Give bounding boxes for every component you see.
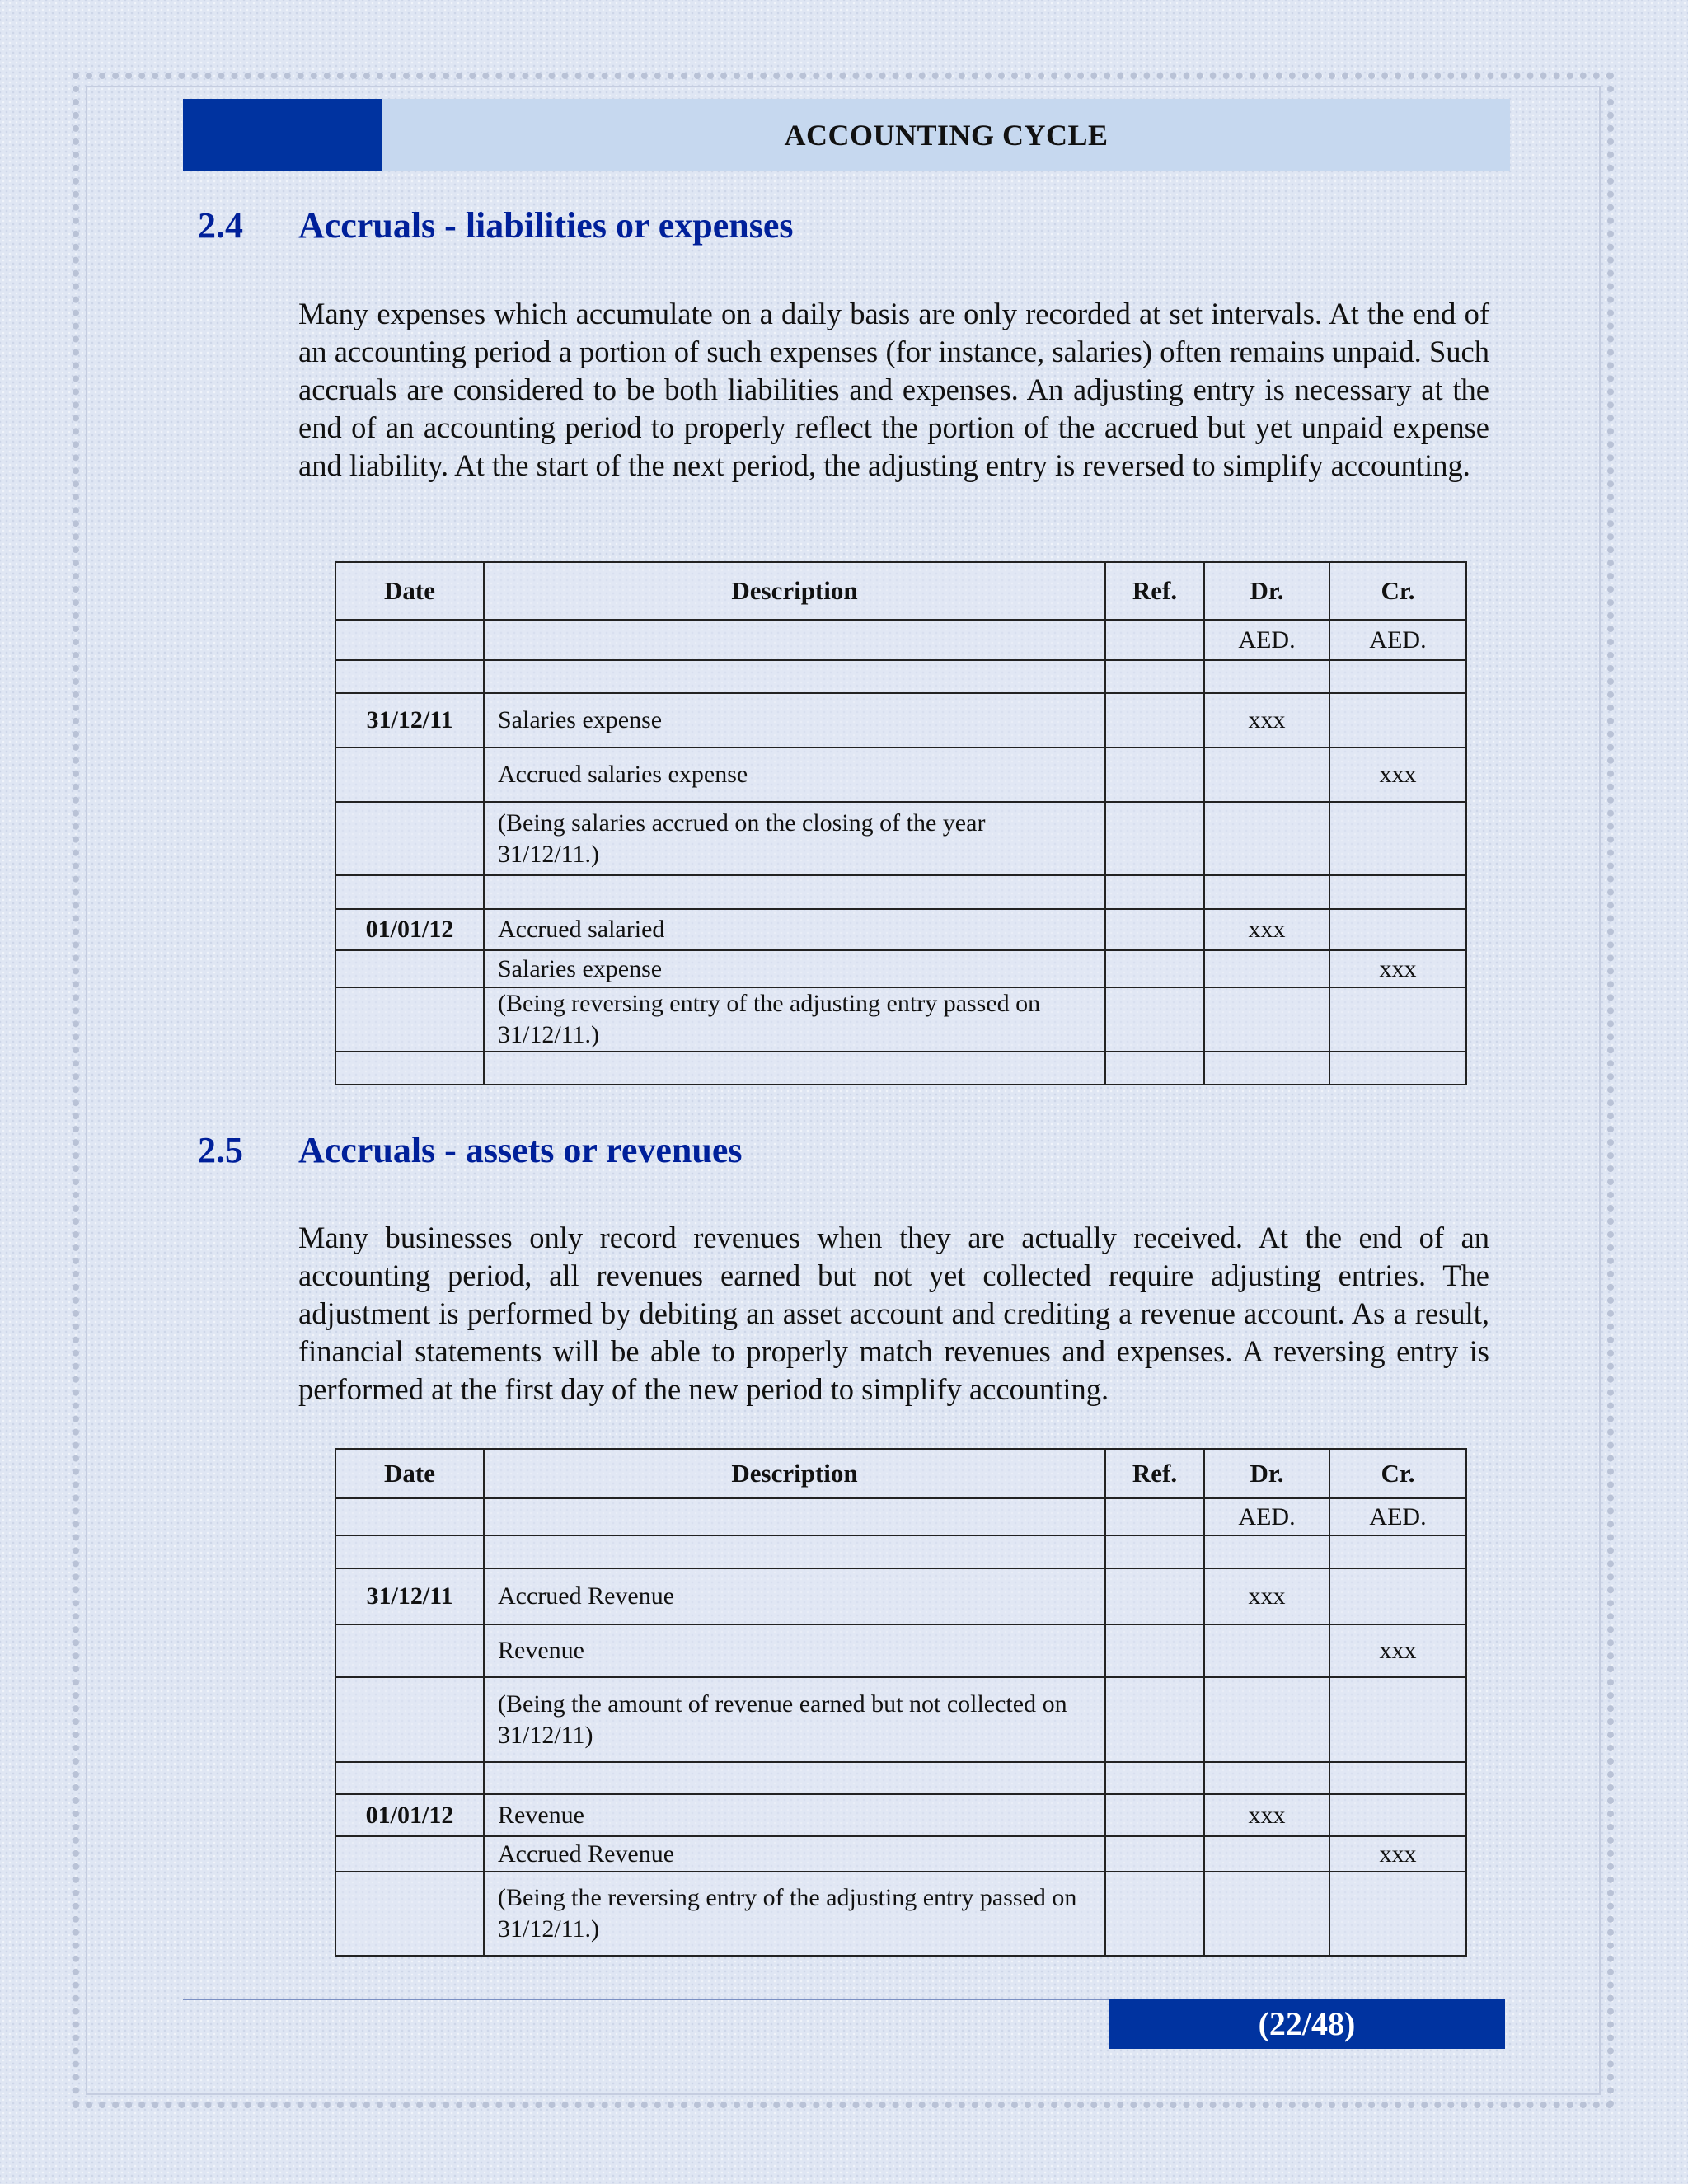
entry-cr (1329, 693, 1466, 748)
entry-cr: xxx (1329, 950, 1466, 987)
entry-date (335, 1836, 484, 1872)
col-header-date: Date (335, 1449, 484, 1498)
currency-row (335, 620, 1466, 660)
page-header (183, 99, 1510, 171)
entry-cr (1329, 802, 1466, 875)
table-row (335, 1872, 1466, 1956)
spacer-row (335, 660, 1466, 693)
currency-row (335, 1498, 1466, 1535)
entry-dr (1204, 802, 1329, 875)
table-row (335, 1624, 1466, 1677)
col-header-ref: Ref. (1105, 1449, 1204, 1498)
entry-description: Accrued salaried (484, 909, 1105, 950)
table-header-row (335, 1449, 1466, 1498)
entry-cr (1329, 1677, 1466, 1762)
entry-cr (1329, 1794, 1466, 1836)
col-header-description: Description (484, 562, 1105, 620)
header-accent-block (183, 99, 382, 171)
entry-cr (1329, 1568, 1466, 1624)
entry-dr (1204, 950, 1329, 987)
entry-description: Accrued Revenue (484, 1836, 1105, 1872)
entry-date (335, 950, 484, 987)
entry-dr: xxx (1204, 1794, 1329, 1836)
entry-date (335, 1872, 484, 1956)
table-row (335, 909, 1466, 950)
col-header-dr: Dr. (1204, 562, 1329, 620)
dr-currency: AED. (1204, 620, 1329, 660)
spacer-row (335, 1762, 1466, 1794)
entry-date: 31/12/11 (335, 1568, 484, 1624)
section-number: 2.5 (198, 1130, 243, 1170)
cr-currency: AED. (1329, 620, 1466, 660)
entry-narration: (Being salaries accrued on the closing of the year 31/12/11.) (484, 802, 1105, 875)
col-header-cr: Cr. (1329, 562, 1466, 620)
entry-date (335, 1624, 484, 1677)
entry-dr (1204, 1624, 1329, 1677)
col-header-date: Date (335, 562, 484, 620)
entry-cr: xxx (1329, 1836, 1466, 1872)
col-header-dr: Dr. (1204, 1449, 1329, 1498)
table-row (335, 1568, 1466, 1624)
entry-dr (1204, 1677, 1329, 1762)
section-paragraph: Many expenses which accumulate on a daily basis are only recorded at set intervals. At the end of an accounting period a portion of such expenses (for instance, salaries) often remains unpaid. Such accruals are considered to be both liabilities and expenses. An adjusting entry is necessary at the end of an accounting period to properly reflect the portion of the accrued but yet unpaid expense and liability. At the start of the next period, the adjusting entry is reversed to simplify accounting. (298, 297, 1489, 482)
cr-currency: AED. (1329, 1498, 1466, 1535)
entry-dr: xxx (1204, 693, 1329, 748)
entry-dr (1204, 1836, 1329, 1872)
entry-dr (1204, 748, 1329, 802)
entry-date (335, 748, 484, 802)
entry-narration: (Being the amount of revenue earned but not collected on 31/12/11) (484, 1677, 1105, 1762)
entry-cr (1329, 1872, 1466, 1956)
entry-date (335, 1677, 484, 1762)
entry-cr (1329, 987, 1466, 1052)
section-title: Accruals - liabilities or expenses (298, 205, 794, 246)
entry-description: Salaries expense (484, 693, 1105, 748)
header-title: ACCOUNTING CYCLE (784, 119, 1109, 152)
spacer-row (335, 1535, 1466, 1568)
table-row (335, 1794, 1466, 1836)
page-number-badge: (22/48) (1109, 1999, 1505, 2049)
entry-date: 31/12/11 (335, 693, 484, 748)
entry-cr (1329, 909, 1466, 950)
dr-currency: AED. (1204, 1498, 1329, 1535)
section-number: 2.4 (198, 205, 243, 246)
entry-date: 01/01/12 (335, 909, 484, 950)
entry-description: Accrued Revenue (484, 1568, 1105, 1624)
spacer-row (335, 875, 1466, 909)
entry-dr (1204, 987, 1329, 1052)
entry-dr (1204, 1872, 1329, 1956)
entry-description: Revenue (484, 1794, 1105, 1836)
entry-narration: (Being the reversing entry of the adjusting entry passed on 31/12/11.) (484, 1872, 1105, 1956)
col-header-cr: Cr. (1329, 1449, 1466, 1498)
table-row (335, 802, 1466, 875)
section-paragraph: Many businesses only record revenues when they are actually received. At the end of an accounting period, all revenues earned but not yet collected require adjusting entries. The adjustment is performed by debiting an asset account and crediting a revenue account. As a result, financial statements will be able to properly match revenues and expenses. A reversing entry is performed at the first day of the new period to simplify accounting. (298, 1221, 1489, 1406)
table-header-row (335, 562, 1466, 620)
entry-description: Revenue (484, 1624, 1105, 1677)
entry-description: Accrued salaries expense (484, 748, 1105, 802)
entry-cr: xxx (1329, 1624, 1466, 1677)
journal-table-accrued-expenses (335, 561, 1467, 1085)
entry-narration: (Being reversing entry of the adjusting entry passed on 31/12/11.) (484, 987, 1105, 1052)
table-row (335, 693, 1466, 748)
entry-dr: xxx (1204, 909, 1329, 950)
entry-date: 01/01/12 (335, 1794, 484, 1836)
entry-cr: xxx (1329, 748, 1466, 802)
entry-date (335, 802, 484, 875)
table-row (335, 748, 1466, 802)
entry-date (335, 987, 484, 1052)
table-row (335, 950, 1466, 987)
table-row (335, 987, 1466, 1052)
col-header-ref: Ref. (1105, 562, 1204, 620)
table-row (335, 1677, 1466, 1762)
table-row (335, 1836, 1466, 1872)
entry-description: Salaries expense (484, 950, 1105, 987)
section-title: Accruals - assets or revenues (298, 1130, 743, 1170)
journal-table-accrued-revenues (335, 1448, 1467, 1957)
col-header-description: Description (484, 1449, 1105, 1498)
entry-dr: xxx (1204, 1568, 1329, 1624)
spacer-row (335, 1052, 1466, 1085)
